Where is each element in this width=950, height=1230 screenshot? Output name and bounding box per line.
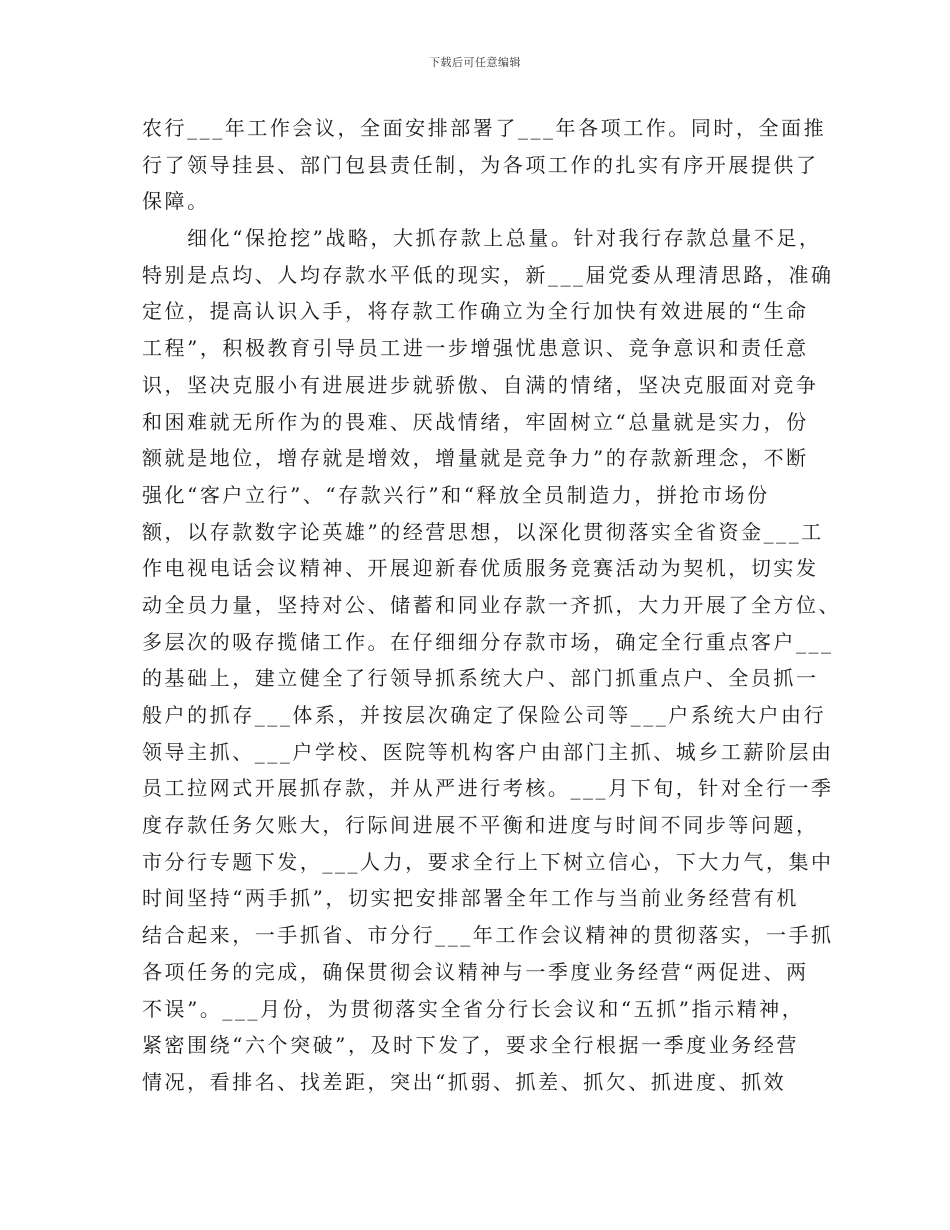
text-line: 作电视电话会议精神、开展迎新春优质服务竞赛活动为契机，切实发 — [142, 556, 819, 581]
text-line: 时间坚持“两手抓”，切实把安排部署全年工作与当前业务经营有机 — [142, 886, 799, 911]
text-line: 额就是地位，增存就是增效，增量就是竞争力”的存款新理念，不断 — [142, 446, 809, 471]
text-line: 额，以存款数字论英雄”的经营思想，以深化贯彻落实全省资金___工 — [142, 519, 824, 544]
text-line: 的基础上，建立健全了行领导抓系统大户、部门抓重点户、全员抓一 — [142, 666, 819, 691]
text-line: 紧密围绕“六个突破”，及时下发了，要求全行根据一季度业务经营 — [142, 1033, 799, 1058]
text-line: 多层次的吸存揽储工作。在仔细细分存款市场，确定全行重点客户___ — [142, 629, 834, 654]
text-line: 农行___年工作会议，全面安排部署了___年各项工作。同时，全面推 — [142, 116, 827, 140]
text-line: 特别是点均、人均存款水平低的现实，新___届党委从理清思路，准确 — [142, 262, 834, 287]
text-line: 市分行专题下发，___人力，要求全行上下树立信心，下大力气，集中 — [142, 849, 834, 874]
text-line: 领导主抓、___户学校、医院等机构客户由部门主抓、城乡工薪阶层由 — [142, 739, 834, 764]
page-header-note: 下载后可任意编辑 — [429, 56, 521, 69]
text-line: 细化“保抢挖”战略，大抓存款上总量。针对我行存款总量不足， — [142, 226, 822, 251]
text-line: 各项任务的完成，确保贯彻会议精神与一季度业务经营“两促进、两 — [142, 959, 809, 984]
text-line: 不误”。___月份，为贯彻落实全省分行长会议和“五抓”指示精神， — [142, 996, 805, 1021]
text-line: 动全员力量，坚持对公、储蓄和同业存款一齐抓，大力开展了全方位、 — [142, 592, 842, 617]
text-line: 行了领导挂县、部门包县责任制，为各项工作的扎实有序开展提供了 — [142, 152, 819, 177]
text-line: 定位，提高认识入手，将存款工作确立为全行加快有效进展的“生命 — [142, 299, 809, 324]
text-line: 保障。 — [142, 189, 210, 214]
text-line: 般户的抓存___体系，并按层次确定了保险公司等___户系统大户由行 — [142, 703, 827, 727]
text-line: 工程”，积极教育引导员工进一步增强忧患意识、竞争意识和责任意 — [142, 336, 809, 361]
text-line: 度存款任务欠账大，行际间进展不平衡和进度与时间不同步等问题， — [142, 813, 819, 838]
text-line: 结合起来，一手抓省、市分行___年工作会议精神的贯彻落实，一手抓 — [142, 923, 834, 948]
text-line: 情况，看排名、找差距，突出“抓弱、抓差、抓欠、抓进度、抓效 — [142, 1069, 787, 1094]
text-line: 和困难就无所作为的畏难、厌战情绪，牢固树立“总量就是实力，份 — [142, 409, 809, 434]
document-body — [142, 110, 842, 1101]
text-line: 强化“客户立行”、“存款兴行”和“释放全员制造力，拼抢市场份 — [142, 482, 770, 507]
text-line: 员工拉网式开展抓存款，并从严进行考核。___月下旬，针对全行一季 — [142, 776, 834, 801]
text-line: 识，坚决克服小有进展进步就骄傲、自满的情绪，坚决克服面对竞争 — [142, 372, 819, 397]
